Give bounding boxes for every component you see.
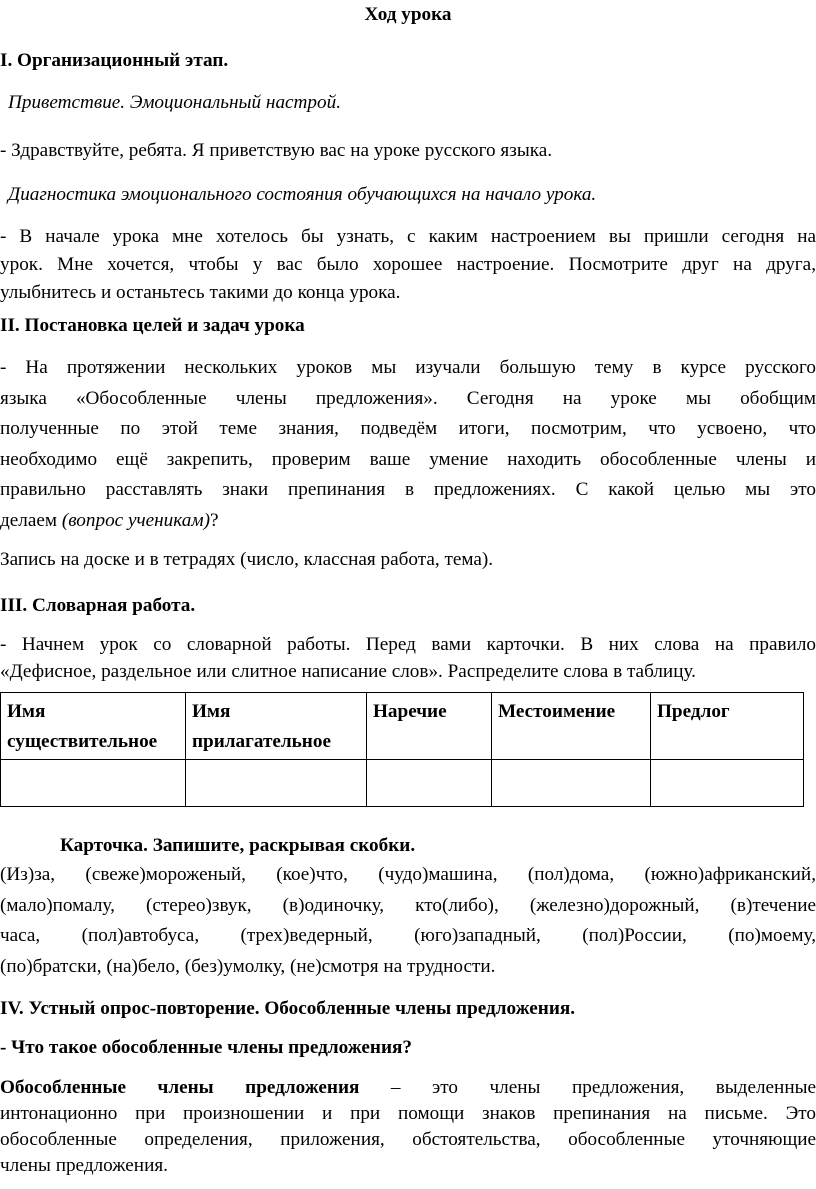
diagnostics-line: - В начале урока мне хотелось бы узнать, с каким настроением вы пришли сегодня на	[0, 226, 816, 247]
diagnostics-line: улыбнитесь и останьтесь такими до конца урока.	[0, 282, 401, 303]
students-question-note: (вопрос ученикам)	[61, 509, 211, 531]
goals-last-line-end: ?	[210, 509, 219, 531]
greeting-text: - Здравствуйте, ребята. Я приветствую вас на уроке русского языка.	[0, 140, 553, 161]
page-title: Ход урока	[364, 4, 452, 25]
answer-term: Обособленные члены предложения	[0, 1077, 360, 1098]
header-noun: Имя существительное	[1, 693, 186, 760]
goals-line: полученные по этой теме знания, подведём итоги, посмотрим, что усвоено, что	[0, 418, 816, 439]
words-table-empty-row	[1, 760, 804, 807]
goals-line: необходимо ещё закрепить, проверим ваше умение находить обособленные члены и	[0, 448, 816, 470]
section-2-heading: II. Постановка целей и задач урока	[0, 315, 305, 336]
card-paragraph	[0, 860, 816, 982]
board-note: Запись на доске и в тетрадях (число, классная работа, тема).	[0, 549, 494, 570]
table-cell	[651, 760, 804, 807]
header-adverb: Наречие	[367, 693, 492, 760]
answer-line	[0, 1075, 816, 1101]
card-line: (Из)за, (свеже)мороженый, (кое)что, (чудо)машина, (пол)дома, (южно)африканский,	[0, 864, 816, 885]
diagnostics-label: Диагностика эмоционального состояния обучающихся на начало урока.	[8, 184, 597, 205]
answer-line: интонационно при произношении и при помощи знаков препинания на письме. Это	[0, 1103, 816, 1124]
answer-line: члены предложения.	[0, 1155, 168, 1176]
table-cell	[186, 760, 367, 807]
header-pronoun: Местоимение	[492, 693, 651, 760]
card-line: часа, (пол)автобуса, (трех)ведерный, (юго)западный, (пол)России, (по)моему,	[0, 925, 816, 946]
words-table	[0, 692, 804, 807]
words-table-header-row	[1, 693, 804, 760]
vocab-line: - Начнем урок со словарной работы. Перед вами карточки. В них слова на правило	[0, 634, 816, 655]
goals-paragraph	[0, 353, 816, 536]
vocab-paragraph	[0, 631, 816, 685]
greeting-label: Приветствие. Эмоциональный настрой.	[8, 92, 341, 113]
section-4-heading: IV. Устный опрос-повторение. Обособленные члены предложения.	[0, 998, 576, 1019]
diagnostics-paragraph	[0, 223, 816, 307]
vocab-line: «Дефисное, раздельное или слитное написание слов». Распределите слова в таблицу.	[0, 661, 696, 682]
card-line: (по)братски, (на)бело, (без)умолку, (не)смотря на трудности.	[0, 955, 496, 977]
table-cell	[492, 760, 651, 807]
answer-line: обособленные определения, приложения, обстоятельства, обособленные уточняющие	[0, 1129, 816, 1150]
goals-last-line	[0, 506, 816, 537]
goals-line: языка «Обособленные члены предложения». Сегодня на уроке мы обобщим	[0, 387, 816, 409]
section-1-heading: I. Организационный этап.	[0, 50, 229, 71]
table-cell	[1, 760, 186, 807]
goals-line: - На протяжении нескольких уроков мы изучали большую тему в курсе русского	[0, 357, 816, 378]
answer-line-rest: – это члены предложения, выделенные	[359, 1077, 816, 1098]
card-title: Карточка. Запишите, раскрывая скобки.	[60, 835, 416, 856]
diagnostics-line: урок. Мне хочется, чтобы у вас было хорошее настроение. Посмотрите друг на друга,	[0, 254, 816, 275]
card-line: (мало)помалу, (стерео)звук, (в)одиночку, кто(либо), (железно)дорожный, (в)течение	[0, 894, 816, 916]
goals-line: правильно расставлять знаки препинания в предложениях. С какой целью мы это	[0, 479, 816, 500]
header-preposition: Предлог	[651, 693, 804, 760]
header-adjective: Имя прилагательное	[186, 693, 367, 760]
section-3-heading: III. Словарная работа.	[0, 595, 196, 616]
answer-paragraph	[0, 1075, 816, 1179]
goals-last-line-start: делаем	[0, 509, 62, 531]
table-cell	[367, 760, 492, 807]
question-line: - Что такое обособленные члены предложения?	[0, 1037, 413, 1058]
